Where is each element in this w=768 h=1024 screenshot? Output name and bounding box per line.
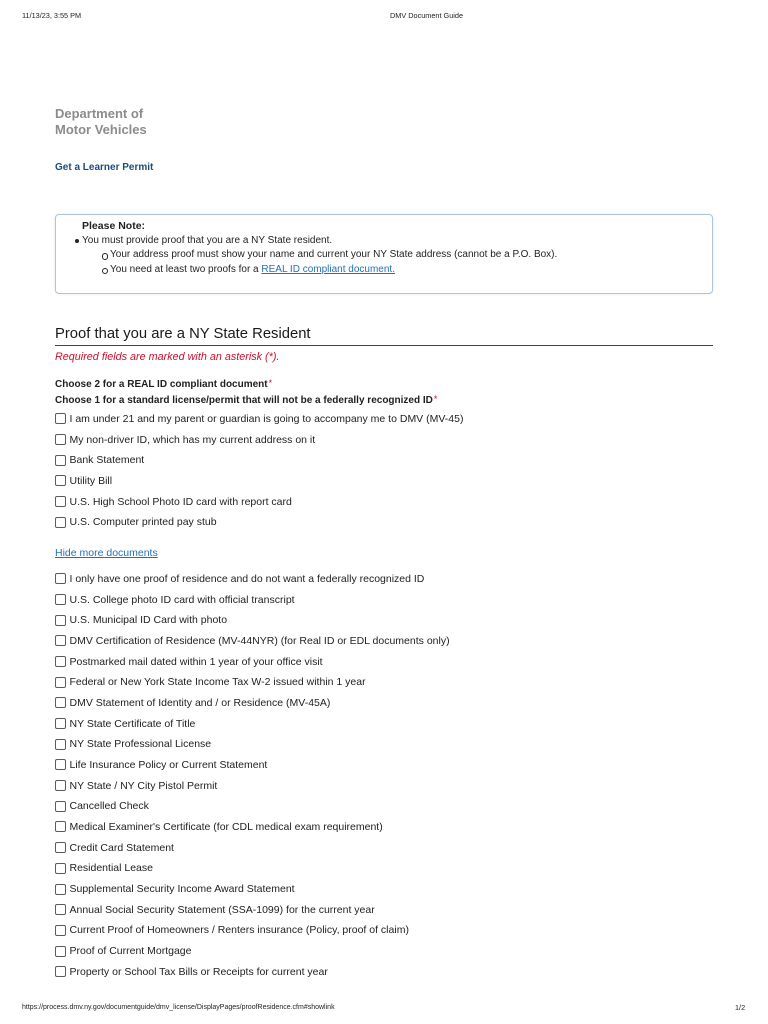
option-label: DMV Statement of Identity and / or Residence (MV-45A)	[69, 696, 331, 709]
checkbox[interactable]	[55, 517, 66, 528]
print-page-number: 1/2	[735, 1002, 746, 1012]
option-credit-card-statement[interactable]	[55, 837, 713, 858]
real-id-compliant-link[interactable]: REAL ID compliant document.	[261, 263, 395, 275]
instruction-standard-license	[55, 392, 437, 408]
note-sub-list	[82, 248, 712, 277]
checkbox[interactable]	[55, 656, 66, 667]
checkbox[interactable]	[55, 718, 66, 729]
option-label: NY State / NY City Pistol Permit	[69, 779, 218, 792]
option-bank-statement[interactable]	[55, 450, 713, 471]
option-label: Property or School Tax Bills or Receipts for current year	[69, 965, 328, 978]
checkbox[interactable]	[55, 615, 66, 626]
option-high-school-photo-id[interactable]	[55, 491, 713, 512]
option-mortgage[interactable]	[55, 941, 713, 962]
option-income-tax-w2[interactable]	[55, 672, 713, 693]
print-page-title: DMV Document Guide	[390, 10, 463, 20]
section-divider	[55, 345, 713, 346]
checkbox[interactable]	[55, 884, 66, 895]
checkbox[interactable]	[55, 413, 66, 424]
option-label: Current Proof of Homeowners / Renters insurance (Policy, proof of claim)	[69, 924, 409, 937]
option-tax-bills[interactable]	[55, 961, 713, 982]
option-label: DMV Certification of Residence (MV-44NYR) (for Real ID or EDL documents only)	[69, 634, 450, 647]
option-label: My non-driver ID, which has my current address on it	[69, 433, 316, 446]
checkbox[interactable]	[55, 573, 66, 584]
option-college-photo-id[interactable]	[55, 589, 713, 610]
checkbox[interactable]	[55, 904, 66, 915]
instruction-text: Choose 2 for a REAL ID compliant document	[55, 379, 268, 390]
checkbox[interactable]	[55, 759, 66, 770]
note-bullet-text: You must provide proof that you are a NY State resident.	[82, 234, 333, 246]
get-learner-permit-link[interactable]: Get a Learner Permit	[55, 162, 154, 173]
primary-document-list	[55, 409, 713, 533]
option-label: U.S. Municipal ID Card with photo	[69, 614, 228, 627]
checkbox[interactable]	[55, 677, 66, 688]
dmv-logo-link[interactable]	[55, 106, 147, 138]
checkbox[interactable]	[55, 594, 66, 605]
required-fields-note: Required fields are marked with an asterisk (*).	[55, 351, 280, 363]
option-label: NY State Professional License	[69, 738, 212, 751]
option-cancelled-check[interactable]	[55, 796, 713, 817]
option-label: Utility Bill	[69, 474, 113, 487]
option-label: Bank Statement	[69, 454, 145, 467]
checkbox[interactable]	[55, 780, 66, 791]
section-title: Proof that you are a NY State Resident	[55, 326, 311, 342]
option-label: I am under 21 and my parent or guardian is going to accompany me to DMV (MV-45)	[69, 412, 464, 425]
option-label: Life Insurance Policy or Current Statement	[69, 758, 268, 771]
checkbox[interactable]	[55, 925, 66, 936]
required-asterisk: *	[268, 378, 273, 388]
option-label: Proof of Current Mortgage	[69, 945, 192, 958]
checkbox[interactable]	[55, 496, 66, 507]
option-residential-lease[interactable]	[55, 858, 713, 879]
note-sub-bullet-text: Your address proof must show your name and current your NY State address (cannot be a P.O. Box).	[110, 249, 558, 260]
checkbox[interactable]	[55, 966, 66, 977]
note-list	[82, 234, 712, 278]
option-label: U.S. College photo ID card with official transcript	[69, 593, 295, 606]
option-label: U.S. High School Photo ID card with report card	[69, 495, 292, 508]
checkbox[interactable]	[55, 434, 66, 445]
instruction-real-id	[55, 376, 272, 392]
option-municipal-id[interactable]	[55, 610, 713, 631]
instruction-text: Choose 1 for a standard license/permit that will not be a federally recognized ID	[55, 395, 433, 406]
required-asterisk: *	[433, 394, 438, 404]
option-dmv-statement-identity[interactable]	[55, 693, 713, 714]
option-label: NY State Certificate of Title	[69, 717, 196, 730]
checkbox[interactable]	[55, 842, 66, 853]
option-homeowners-renters-insurance[interactable]	[55, 920, 713, 941]
brand-line-1: Department of	[55, 106, 144, 121]
checkbox[interactable]	[55, 946, 66, 957]
checkbox[interactable]	[55, 801, 66, 812]
checkbox[interactable]	[55, 697, 66, 708]
option-label: Residential Lease	[69, 862, 153, 875]
option-pay-stub[interactable]	[55, 512, 713, 533]
option-label: I only have one proof of residence and do not want a federally recognized ID	[69, 572, 425, 585]
print-datetime: 11/13/23, 3:55 PM	[22, 10, 82, 20]
option-non-driver-id[interactable]	[55, 429, 713, 450]
option-professional-license[interactable]	[55, 734, 713, 755]
option-ssa-1099[interactable]	[55, 899, 713, 920]
option-life-insurance[interactable]	[55, 755, 713, 776]
option-label: Annual Social Security Statement (SSA-1099) for the current year	[69, 903, 375, 916]
option-postmarked-mail[interactable]	[55, 651, 713, 672]
option-label: Medical Examiner's Certificate (for CDL medical exam requirement)	[69, 820, 383, 833]
option-label: Credit Card Statement	[69, 841, 174, 854]
checkbox[interactable]	[55, 821, 66, 832]
checkbox[interactable]	[55, 635, 66, 646]
note-bullet	[82, 234, 712, 278]
note-sub-bullet	[110, 248, 712, 263]
print-url: https://process.dmv.ny.gov/documentguide/dmv_license/DisplayPages/proofResidence.cfm#showlink	[22, 1003, 335, 1011]
option-label: Federal or New York State Income Tax W-2 issued within 1 year	[69, 676, 366, 689]
option-ssi-award-statement[interactable]	[55, 879, 713, 900]
option-one-proof-only[interactable]	[55, 569, 713, 590]
option-certificate-of-title[interactable]	[55, 713, 713, 734]
note-box	[55, 214, 713, 294]
brand-line-2: Motor Vehicles	[55, 122, 147, 137]
checkbox[interactable]	[55, 475, 66, 486]
option-label: Postmarked mail dated within 1 year of your office visit	[69, 655, 323, 668]
checkbox[interactable]	[55, 739, 66, 750]
checkbox[interactable]	[55, 455, 66, 466]
note-heading: Please Note:	[82, 220, 146, 232]
option-pistol-permit[interactable]	[55, 775, 713, 796]
option-medical-examiner-certificate[interactable]	[55, 817, 713, 838]
option-label: Cancelled Check	[69, 800, 149, 813]
note-sub-bullet	[110, 263, 712, 278]
more-document-list	[55, 569, 713, 982]
option-under-21-parent-mv45[interactable]	[55, 409, 713, 430]
note-sub-bullet-text: You need at least two proofs for a	[110, 263, 262, 275]
option-dmv-certification-residence[interactable]	[55, 631, 713, 652]
hide-more-documents-link[interactable]: Hide more documents	[55, 547, 158, 559]
option-label: U.S. Computer printed pay stub	[69, 516, 217, 529]
option-label: Supplemental Security Income Award Statement	[69, 883, 295, 895]
option-utility-bill[interactable]	[55, 471, 713, 492]
checkbox[interactable]	[55, 863, 66, 874]
